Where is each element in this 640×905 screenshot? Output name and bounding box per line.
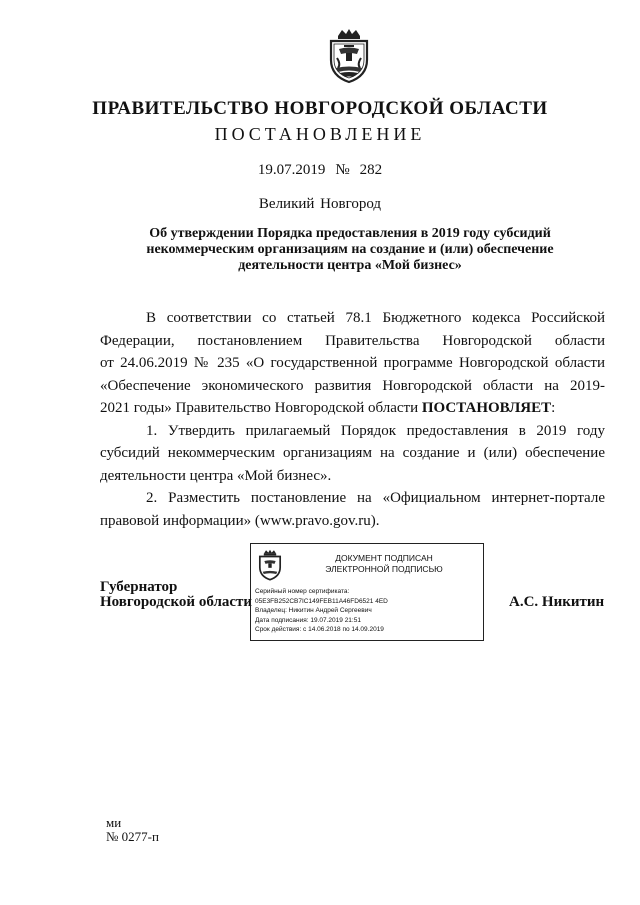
stamp-title: ДОКУМЕНТ ПОДПИСАН <box>335 553 433 563</box>
body-text: : <box>551 400 556 416</box>
body-line: «Обеспечение экономического развития Новгородской области на 2019- <box>100 377 605 394</box>
decree-word: ПОСТАНОВЛЯЕТ <box>421 400 552 416</box>
stamp-header <box>289 553 479 575</box>
stamp-details <box>255 587 388 635</box>
title-line: Об утверждении Порядка предоставления в 2019 году субсидий <box>149 226 551 241</box>
body-line <box>100 397 605 420</box>
document-type: ПОСТАНОВЛЕНИЕ <box>214 124 426 144</box>
number-sign: № <box>335 162 350 178</box>
coat-of-arms-icon <box>326 28 372 84</box>
body-line: 2. Разместить постановление на «Официальном интернет-портале <box>146 490 605 506</box>
signer-name: А.С. Никитин <box>509 594 605 610</box>
stamp-coat-of-arms-icon <box>257 549 283 581</box>
stamp-line: Дата подписания: 19.07.2019 21:51 <box>255 616 361 624</box>
body-line: субсидий некоммерческим организациям на создание и (или) обеспечение <box>100 445 605 461</box>
body-text: 2021 годы» Правительство Новгородской области <box>100 400 422 416</box>
stamp-line: 05E3FB252CB7IC149FEB11A46FD6521 4ED <box>255 597 388 605</box>
title-line: деятельности центра «Мой бизнес» <box>238 258 462 273</box>
position-line: Губернатор <box>100 579 178 595</box>
executor-initials: ми <box>106 815 122 830</box>
signatory-position <box>100 580 252 610</box>
document-number: 282 <box>359 162 383 178</box>
stamp-line: Серийный номер сертификата: <box>255 588 350 595</box>
agency-name: ПРАВИТЕЛЬСТВО НОВГОРОДСКОЙ ОБЛАСТИ <box>92 98 548 119</box>
document-body <box>100 307 605 532</box>
position-line: Новгородской области <box>100 594 253 610</box>
stamp-line: Владелец: Никитин Андрей Сергеевич <box>255 607 372 615</box>
document-date: 19.07.2019 <box>257 162 326 178</box>
body-line: от 24.06.2019 № 235 «О государственной программе Новгородской области <box>100 355 605 371</box>
body-line: В соответствии со статьей 78.1 Бюджетного кодекса Российской <box>146 310 605 326</box>
stamp-title: ЭЛЕКТРОННОЙ ПОДПИСЬЮ <box>325 564 443 574</box>
document-reference: № 0277-п <box>106 829 159 844</box>
body-line: Федерации, постановлением Правительства Новгородской области <box>100 332 605 349</box>
body-line: правовой информации» (www.pravo.gov.ru). <box>100 512 380 529</box>
city: Великий Новгород <box>258 196 382 212</box>
date-number-line <box>0 162 640 179</box>
stamp-line: Срок действия: с 14.06.2018 по 14.09.2019 <box>255 626 384 634</box>
body-line: деятельности центра «Мой бизнес». <box>100 467 332 484</box>
body-line: 1. Утвердить прилагаемый Порядок предоставления в 2019 году <box>146 422 605 439</box>
document-title <box>120 226 580 274</box>
footer-mark <box>106 816 159 844</box>
title-line: некоммерческим организациям на создание и (или) обеспечение <box>146 242 554 257</box>
